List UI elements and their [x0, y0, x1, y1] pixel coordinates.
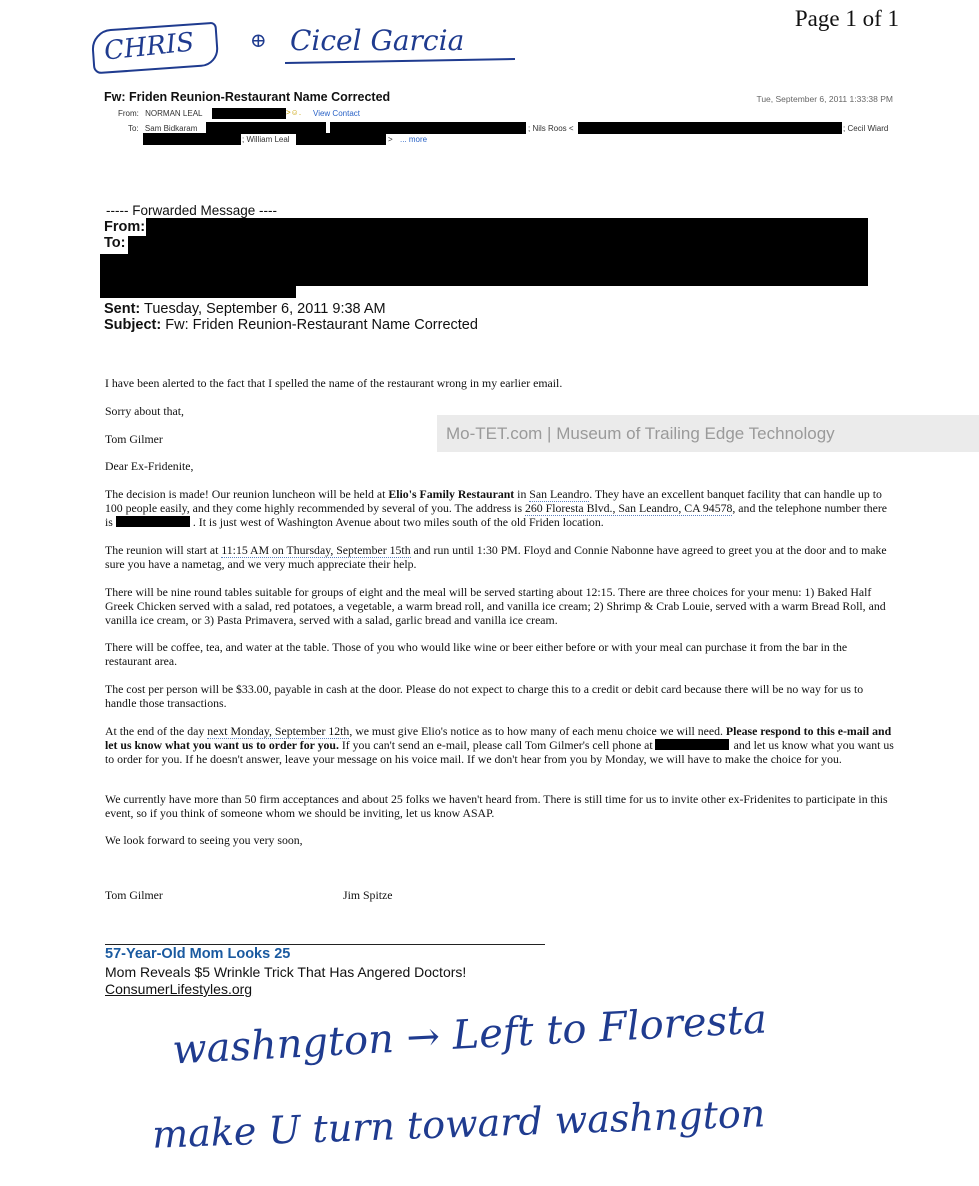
redacted-fwd-recipients	[100, 254, 868, 286]
body-p5	[105, 487, 895, 529]
body-p4: Dear Ex-Fridenite,	[105, 459, 194, 473]
page-number: Page 1 of 1	[794, 6, 899, 31]
p10-e: If you can't send an e-mail, please call Tom Gilmer's cell phone at	[338, 738, 653, 752]
ad-divider	[105, 944, 545, 945]
fwd-sent-label: Sent:	[104, 301, 141, 317]
redacted-to-5	[296, 133, 386, 145]
body-p8: There will be coffee, tea, and water at the table. Those of you who would like wine or beer either before or with your meal can purchase it from the bar in the restaurant area.	[105, 640, 848, 668]
body-p6-text	[105, 543, 895, 571]
p5-g: , and the telephone number there is	[105, 501, 888, 529]
restaurant-name: Elio's Family Restaurant	[388, 487, 515, 501]
redacted-to-3	[578, 122, 842, 134]
body-p6	[105, 543, 895, 571]
city-link[interactable]: San Leandro	[529, 487, 590, 501]
redacted-fwd-to	[128, 236, 868, 254]
redacted-fwd-from	[146, 218, 868, 236]
p5-e: . They have an excellent banquet facility that can handle up to 100 people easily, and they come highly recommended by several of you. The address is	[105, 487, 882, 515]
more-recipients-link[interactable]: ... more	[400, 135, 428, 144]
redacted-to-4	[143, 133, 241, 145]
fwd-from-label: From:	[104, 219, 146, 235]
body-p10-text	[105, 724, 895, 766]
to-name-4-text: William Leal	[246, 135, 290, 144]
p5-h: . It is just west of Washington Avenue about two miles south of the old Friden location.	[192, 515, 604, 529]
to-row	[128, 124, 197, 133]
body-p1: I have been alerted to the fact that I spelled the name of the restaurant wrong in my earlier email.	[105, 376, 563, 390]
to-name-1: Sam Bidkaram	[144, 124, 198, 133]
p6-c: and run until 1:30 PM. Floyd and Connie Nabonne have agreed to greet you at the door and to make sure you have a nametag, and we very much appreciate their help.	[105, 543, 887, 571]
fwd-subject-value: Fw: Friden Reunion-Restaurant Name Corrected	[165, 317, 478, 333]
signature-jim: Jim Spitze	[343, 888, 393, 902]
p10-a: At the end of the day	[105, 724, 208, 738]
body-p7: There will be nine round tables suitable for groups of eight and the meal will be served starting about 12:15. There are three choices for your menu: 1) Baked Half Greek Chicken served with a salad, red potatoes, a vegetable, a warm bread roll, and vanilla ice cream; 2) Shrimp & Crab Louie, served with a warm Bread Roll, and vanilla ice cream, or 3) Pasta Primavera, served with a salad, garlic bread and vanilla ice cream.	[105, 585, 886, 627]
forwarded-banner: ----- Forwarded Message ----	[106, 203, 278, 218]
to-label: To:	[128, 124, 139, 133]
signature-tom: Tom Gilmer	[105, 888, 163, 902]
from-label: From:	[118, 109, 139, 118]
from-name: NORMAN LEAL	[145, 109, 203, 118]
body-p11: We currently have more than 50 firm acceptances and about 25 folks we haven't heard from. There is still time for us to invite other ex-Fridenites to participate in this event, so if you think of someone whom we should be inviting, let us know ASAP.	[105, 792, 888, 820]
p5-a: The decision is made! Our reunion luncheon will be held at	[105, 487, 389, 501]
handwritten-note-line1: washngton → Left to Floresta	[171, 996, 768, 1074]
address-link[interactable]: 260 Floresta Blvd., San Leandro, CA 94578	[524, 501, 733, 515]
handwritten-underline	[285, 58, 515, 64]
handwritten-name-cicel-garcia: Cicel Garcia	[290, 24, 465, 57]
deadline-date-link[interactable]: next Monday, September 12th	[207, 724, 350, 738]
body-p5-text	[105, 487, 895, 529]
fwd-sent-row	[104, 301, 386, 317]
ad-text: Mom Reveals $5 Wrinkle Trick That Has Angered Doctors!	[105, 964, 467, 980]
handwritten-plus-mark: ⊕	[250, 28, 267, 52]
to-name-2: ; Nils Roos <	[528, 124, 574, 133]
from-row	[118, 109, 202, 118]
email-date: Tue, September 6, 2011 1:33:38 PM	[756, 94, 893, 104]
museum-watermark: Mo-TET.com | Museum of Trailing Edge Technology	[437, 415, 979, 452]
email-subject: Fw: Friden Reunion-Restaurant Name Corrected	[104, 90, 391, 104]
redacted-cell-phone	[655, 739, 729, 750]
handwritten-note-line2: make U turn toward washngton	[151, 1091, 766, 1157]
fwd-subject-row	[104, 317, 478, 333]
handwritten-name-chris: CHRIS	[102, 27, 196, 67]
p10-c: , we must give Elio's notice as to how many of each menu choice we will need.	[349, 724, 726, 738]
fwd-to-label: To:	[104, 235, 126, 251]
body-p12: We look forward to seeing you very soon,	[105, 833, 303, 847]
to-name-2-text: Nils Roos	[532, 124, 567, 133]
fwd-subject-label: Subject:	[104, 317, 162, 333]
to-name-3: ; Cecil Wiard	[843, 124, 889, 133]
body-p9: The cost per person will be $33.00, payable in cash at the door. Please do not expect to charge this to a credit or debit card because there will be no way for us to handle those transactions.	[105, 682, 864, 710]
body-p2: Sorry about that,	[105, 404, 184, 418]
to-name-4: ; William Leal	[242, 135, 290, 144]
event-datetime-link[interactable]: 11:15 AM on Thursday, September 15th	[221, 543, 411, 557]
to-more-arrow: >	[388, 135, 393, 144]
to-name-3-text: Cecil Wiard	[847, 124, 889, 133]
p5-c: in	[514, 487, 530, 501]
fwd-sent-value: Tuesday, September 6, 2011 9:38 AM	[144, 301, 386, 317]
p10-f: and let us know what you want us to order for you. If he doesn't answer, leave your message on his voice mail. If we don't hear from you by Monday, we will have to make the choice for you.	[105, 738, 894, 766]
redacted-fwd-recipients-2	[100, 284, 296, 298]
view-contact-link[interactable]: View Contact	[313, 109, 360, 118]
smiley-icon: >☺.	[286, 108, 302, 117]
ad-site-link[interactable]: ConsumerLifestyles.org	[105, 981, 253, 997]
redacted-phone	[116, 516, 190, 527]
ad-title-link[interactable]: 57-Year-Old Mom Looks 25	[105, 946, 291, 962]
p6-a: The reunion will start at	[105, 543, 222, 557]
body-p10	[105, 724, 895, 766]
respond-request: Please respond to this e-mail and let us know what you want us to order for you.	[105, 724, 892, 752]
redacted-from-email	[212, 108, 286, 119]
body-p3: Tom Gilmer	[105, 432, 163, 446]
